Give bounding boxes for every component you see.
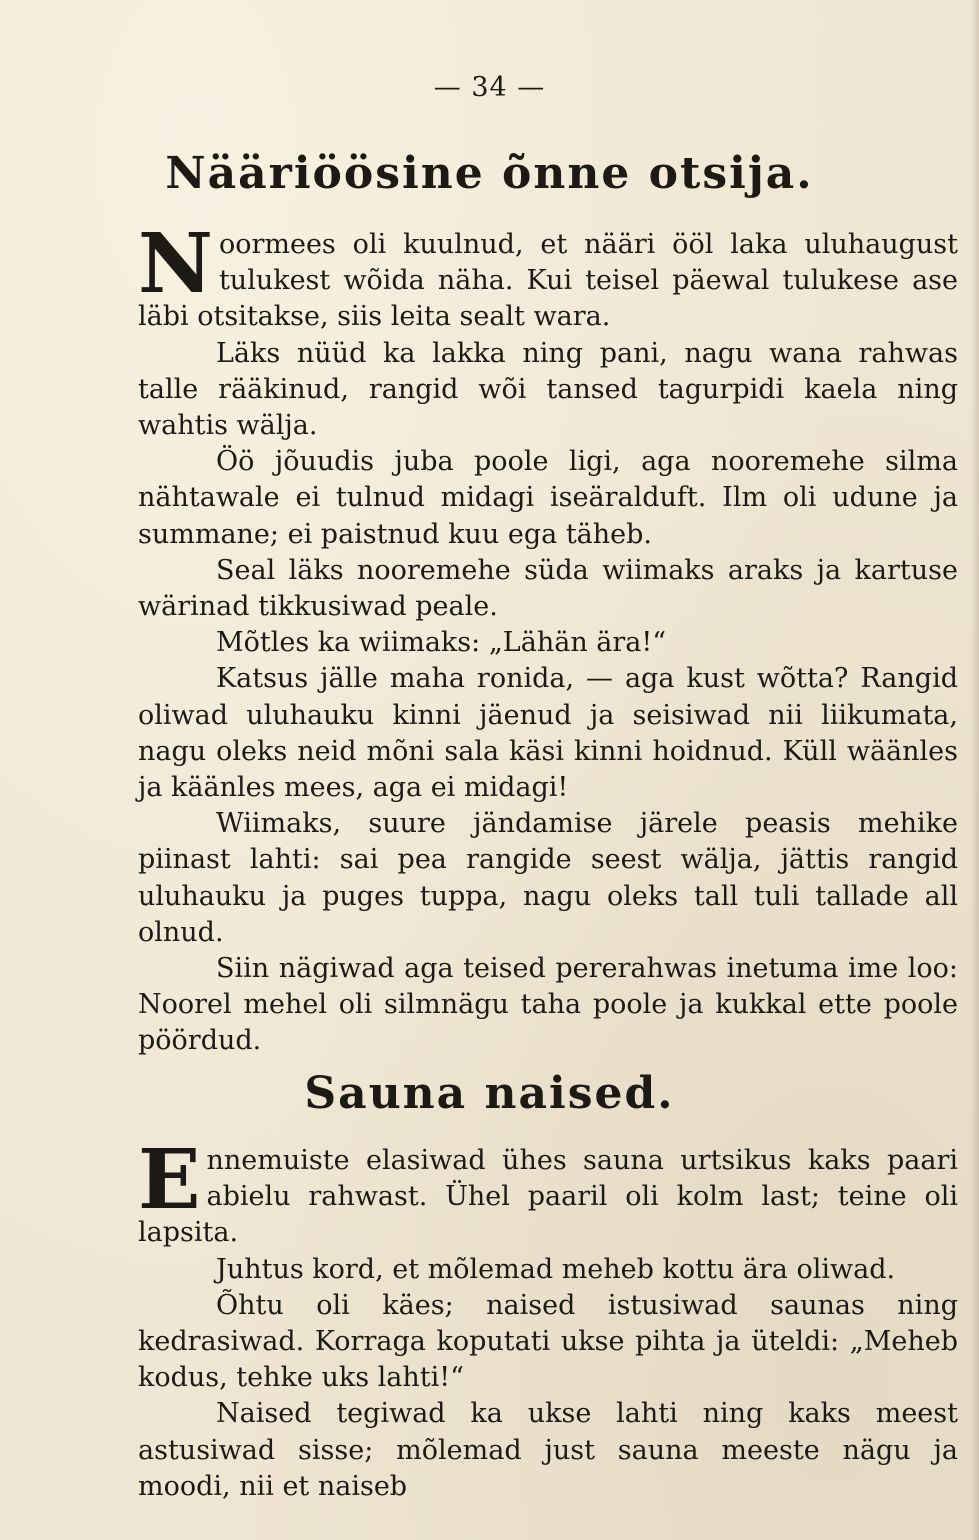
paragraph: Õhtu oli käes; naised istusiwad saunas ning kedrasiwad. Korraga koputati ukse pihta ja üteldi: „Meheb kodus, tehke uks lahti!“ [138, 1289, 958, 1394]
story-title-1: Nääriöösine õnne otsija. [165, 148, 814, 199]
paragraph-text: oormees oli kuulnud, et nääri ööl laka uluhaugust tulukest wõida näha. Kui teisel päewal tulukese ase läbi otsitakse, siis leita sealt wara. [138, 229, 958, 333]
paragraph: Katsus jälle maha ronida, — aga kust wõtta? Rangid oliwad uluhauku kinni jäenud ja seisiwad nii liikumata, nagu oleks neid mõni sala käsi kinni hoidnud. Küll wäänles ja käänles mees, aga ei midagi! [138, 663, 958, 804]
paragraph: Öö jõuudis juba poole ligi, aga nooremehe silma nähtawale ei tulnud midagi iseäralduft. Ilm oli udune ja summane; ei paistnud kuu ega täheb. [138, 446, 958, 550]
story-body-1 [138, 216, 958, 1060]
drop-cap: N [138, 216, 213, 312]
paragraph [138, 1132, 958, 1252]
story-body-2 [138, 1132, 958, 1505]
paragraph: Wiimaks, suure jändamise järele peasis mehike piinast lahti: sai pea rangide seest wälja, jättis rangid uluhauku ja puges tuppa, nagu oleks tall tuli tallade all olnud. [138, 808, 958, 948]
story-title-2: Sauna naised. [304, 1068, 675, 1119]
paragraph-text: nnemuiste elasiwad ühes sauna urtsikus kaks paari abielu rahwast. Ühel paaril oli kolm last; teine oli lapsita. [138, 1145, 958, 1249]
page-number: — 34 — [433, 72, 546, 103]
paragraph: Läks nüüd ka lakka ning pani, nagu wana rahwas talle rääkinud, rangid wõi tansed tagurpidi kaela ning wahtis wälja. [138, 337, 958, 442]
drop-cap: E [138, 1132, 201, 1228]
page-edge-shadow [971, 0, 979, 1540]
paragraph: Seal läks nooremehe süda wiimaks araks ja kartuse wärinad tikkusiwad peale. [138, 554, 958, 623]
paragraph: Naised tegiwad ka ukse lahti ning kaks meest astusiwad sisse; mõlemad just sauna meeste nägu ja moodi, nii et naiseb [138, 1398, 958, 1502]
paragraph [138, 216, 958, 336]
paragraph: Juhtus kord, et mõlemad meheb kottu ära oliwad. [216, 1253, 896, 1285]
paragraph: Mõtles ka wiimaks: „Lähän ära!“ [216, 627, 667, 659]
paragraph: Siin nägiwad aga teised pererahwas inetuma ime loo: Noorel mehel oli silmnägu taha poole ja kukkal ette poole pöördud. [138, 953, 958, 1057]
